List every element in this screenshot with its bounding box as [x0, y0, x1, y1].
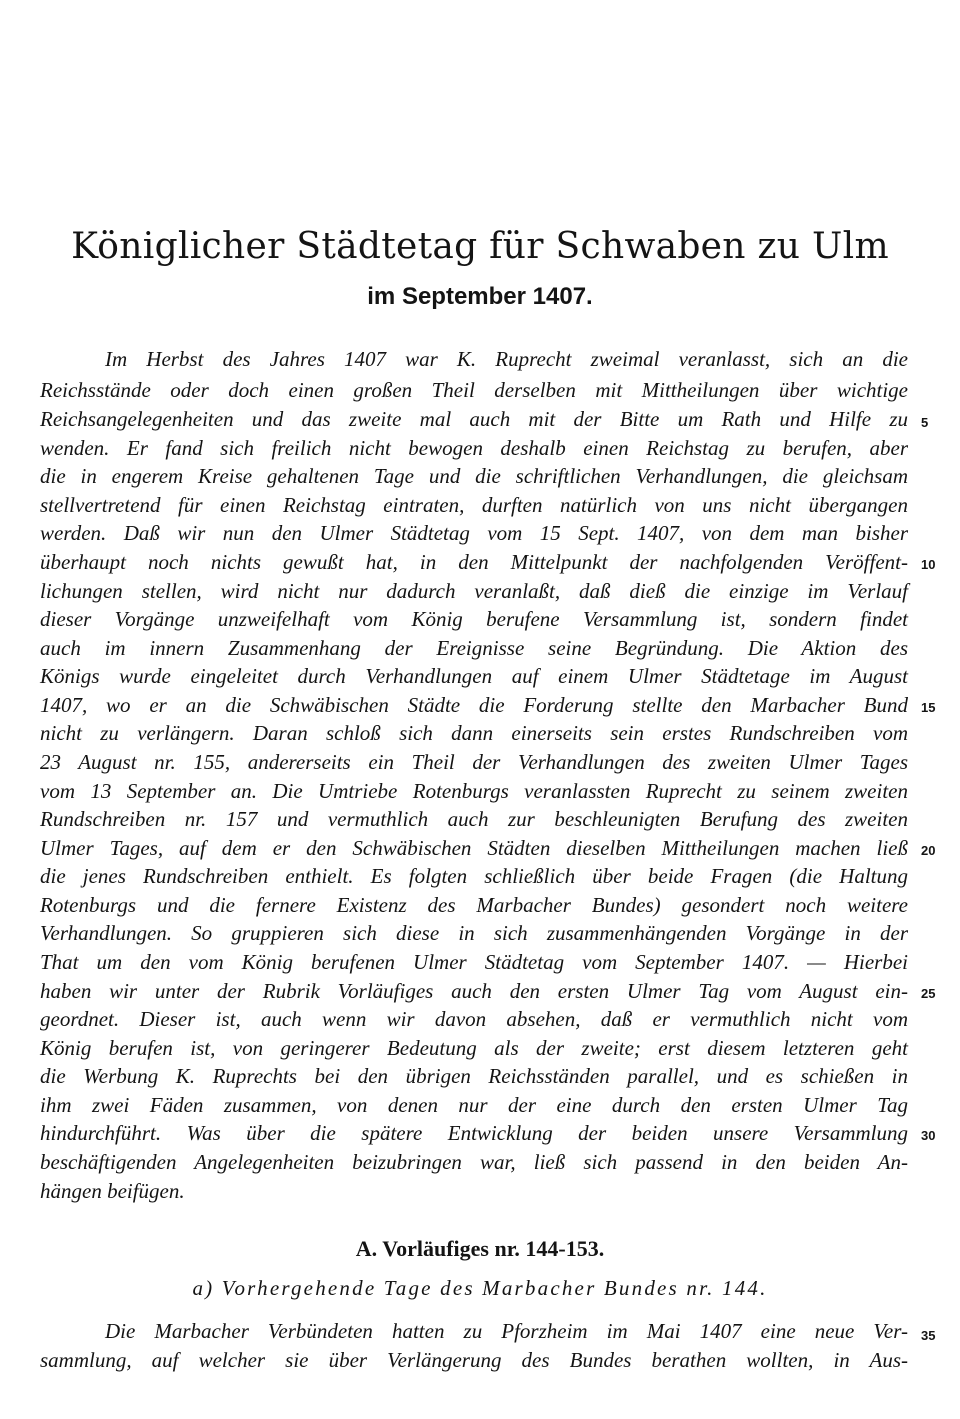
- line-number: 25: [921, 986, 936, 1001]
- text-line: König berufen ist, von geringerer Bedeutung als der zweite; erst diesem letzteren geht: [40, 1036, 908, 1060]
- page-title: Königlicher Städtetag für Schwaben zu Ulm: [71, 226, 889, 267]
- text-line: hängen beifügen.: [40, 1179, 185, 1203]
- line-number: 20: [921, 843, 936, 858]
- text-line: überhaupt noch nichts gewußt hat, in den Mittelpunkt der nachfolgenden Veröffent-: [40, 550, 908, 574]
- text-line: sammlung, auf welcher sie über Verlängerung des Bundes berathen wollten, in Aus-: [40, 1348, 908, 1372]
- text-line: dieser Vorgänge unzweifelhaft vom König berufene Versammlung ist, sondern findet: [40, 607, 908, 631]
- section-heading: A. Vorläufiges nr. 144-153.: [355, 1236, 605, 1261]
- text-line: lichungen stellen, wird nicht nur dadurch veranlaßt, daß dieß die einzige im Verlauf: [40, 579, 908, 603]
- text-line: Die Marbacher Verbündeten hatten zu Pforzheim im Mai 1407 eine neue Ver-: [105, 1319, 908, 1343]
- text-line: wenden. Er fand sich freilich nicht bewogen deshalb einen Reichstag zu berufen, aber: [40, 436, 908, 460]
- section-subheading: a) Vorhergehende Tage des Marbacher Bundes nr. 144.: [192, 1276, 768, 1300]
- text-line: nicht zu verlängern. Daran schloß sich dann einerseits sein erstes Rundschreiben vom: [40, 721, 908, 745]
- text-line: beschäftigenden Angelegenheiten beizubringen war, ließ sich passend in den beiden An-: [40, 1150, 908, 1174]
- text-line: ihm zwei Fäden zusammen, von denen nur der eine durch den ersten Ulmer Tag: [40, 1093, 908, 1117]
- page-subtitle: im September 1407.: [367, 283, 593, 310]
- text-line: stellvertretend für einen Reichstag eintraten, durften natürlich von uns nicht übergangen: [40, 493, 908, 517]
- text-line: auch im innern Zusammenhang der Ereignisse seine Begründung. Die Aktion des: [40, 636, 908, 660]
- line-number: 15: [921, 700, 936, 715]
- text-line: vom 13 September an. Die Umtriebe Rotenburgs veranlassten Ruprecht zu seinem zweiten: [40, 779, 908, 803]
- text-line: die jenes Rundschreiben enthielt. Es folgten schließlich über beide Fragen (die Haltung: [40, 864, 908, 888]
- line-number: 30: [921, 1128, 936, 1143]
- text-line: die in engerem Kreise gehaltenen Tage und die schriftlichen Verhandlungen, die gleichsam: [40, 464, 908, 488]
- line-number: 5: [921, 415, 929, 430]
- text-line: Reichsangelegenheiten und das zweite mal auch mit der Bitte um Rath und Hilfe zu: [40, 407, 908, 431]
- text-line: haben wir unter der Rubrik Vorläufiges auch den ersten Ulmer Tag vom August ein-: [40, 979, 908, 1003]
- text-line: Verhandlungen. So gruppieren sich diese in sich zusammenhängenden Vorgänge in der: [40, 921, 908, 945]
- text-line: werden. Daß wir nun den Ulmer Städtetag vom 15 Sept. 1407, von dem man bisher: [40, 521, 908, 545]
- text-line: die Werbung K. Ruprechts bei den übrigen Reichsständen parallel, und es schießen in: [40, 1064, 908, 1088]
- text-line: 1407, wo er an die Schwäbischen Städte die Forderung stellte den Marbacher Bund: [40, 693, 908, 717]
- text-line: Rotenburgs und die fernere Existenz des Marbacher Bundes) gesondert noch weitere: [40, 893, 908, 917]
- text-line: Reichsstände oder doch einen großen Theil derselben mit Mittheilungen über wichtige: [40, 378, 908, 402]
- text-line: Im Herbst des Jahres 1407 war K. Ruprecht zweimal veranlasst, sich an die: [105, 347, 908, 371]
- line-number: 35: [921, 1328, 936, 1343]
- text-line: hindurchführt. Was über die spätere Entwicklung der beiden unsere Versammlung: [40, 1121, 908, 1145]
- text-line: Ulmer Tages, auf dem er den Schwäbischen Städten dieselben Mittheilungen machen ließ: [40, 836, 908, 860]
- text-line: 23 August nr. 155, andererseits ein Theil der Verhandlungen des zweiten Ulmer Tages: [40, 750, 908, 774]
- line-number: 10: [921, 557, 936, 572]
- text-line: Königs wurde eingeleitet durch Verhandlungen auf einem Ulmer Städtetage im August: [40, 664, 908, 688]
- text-line: geordnet. Dieser ist, auch wenn wir davon absehen, daß er vermuthlich nicht vom: [40, 1007, 908, 1031]
- text-line: Rundschreiben nr. 157 und vermuthlich auch zur beschleunigten Berufung des zweiten: [40, 807, 908, 831]
- text-line: That um den vom König berufenen Ulmer Städtetag vom September 1407. — Hierbei: [40, 950, 908, 974]
